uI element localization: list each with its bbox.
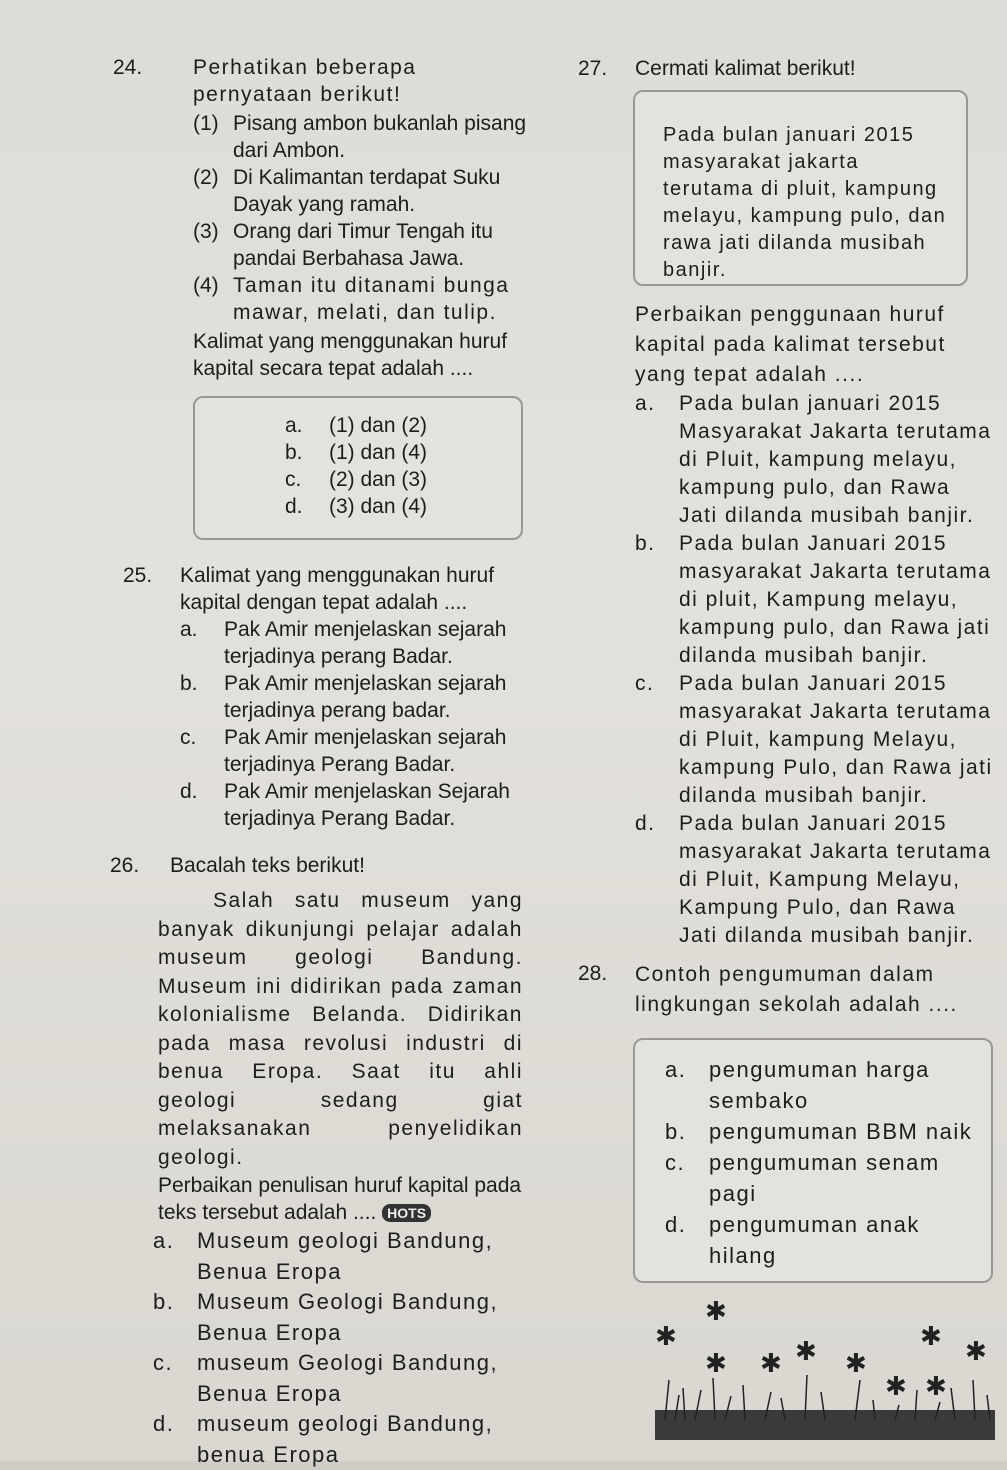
left-column xyxy=(110,54,538,1470)
question-number: 28. xyxy=(578,962,608,985)
statement-item: (4) Taman itu ditanami bunga mawar, melati, dan tulip. xyxy=(193,274,510,324)
question-27 xyxy=(578,55,998,950)
question-prompt: Perbaikan penggunaan huruf kapital pada kalimat tersebut yang tepat adalah .... xyxy=(635,303,946,386)
svg-text:✱: ✱ xyxy=(965,1337,987,1367)
option-b[interactable]: b. pengumuman BBM naik xyxy=(665,1119,973,1144)
option-b[interactable]: b. (1) dan (4) xyxy=(285,441,428,464)
option-d[interactable]: d. (3) dan (4) xyxy=(285,495,428,518)
reading-passage: Salah satu museum yang banyak dikunjungi pelajar adalah museum geologi Bandung. Museum ini didirikan pada zaman kolonialisme Belanda. Didirikan pada masa revolusi industri di benua Eropa. Saat itu ahli geologi sedang giat melaksanakan penyelidikan geologi. xyxy=(158,889,523,1169)
svg-text:✱: ✱ xyxy=(760,1349,782,1379)
svg-text:✱: ✱ xyxy=(925,1372,947,1402)
question-number: 25. xyxy=(123,564,153,587)
option-d[interactable]: d. Pada bulan Januari 2015 masyarakat Jakarta terutama di Pluit, Kampung Melayu, Kampung Pulo, dan Rawa Jati dilanda musibah banjir. xyxy=(635,812,992,947)
question-26 xyxy=(110,852,538,1470)
options-list xyxy=(635,390,998,950)
svg-text:✱: ✱ xyxy=(795,1337,817,1367)
option-a[interactable]: a. (1) dan (2) xyxy=(285,414,428,437)
question-text: Perhatikan beberapa pernyataan berikut! xyxy=(193,56,417,106)
answer-options-box xyxy=(633,1038,993,1283)
answer-options-box xyxy=(193,396,523,540)
option-a[interactable]: a. pengumuman harga sembako xyxy=(665,1057,930,1113)
flower-decoration-icon xyxy=(655,1300,995,1440)
question-text: Kalimat yang menggunakan huruf kapital dengan tepat adalah .... xyxy=(180,564,495,614)
option-b[interactable]: b. Museum Geologi Bandung, Benua Eropa xyxy=(153,1289,499,1345)
question-24 xyxy=(113,54,538,540)
sentence-box: Pada bulan januari 2015 masyarakat jakarta terutama di pluit, kampung melayu, kampung pulo, dan rawa jati dilanda musibah banjir. xyxy=(633,90,968,286)
option-c[interactable]: c. Pada bulan Januari 2015 masyarakat Jakarta terutama di Pluit, kampung Melayu, kampung Pulo, dan Rawa jati dilanda musibah banjir. xyxy=(635,672,993,807)
statement-item: (2) Di Kalimantan terdapat Suku Dayak yang ramah. xyxy=(193,166,501,216)
right-column xyxy=(578,40,998,1283)
option-c[interactable]: c. (2) dan (3) xyxy=(285,468,428,491)
svg-text:✱: ✱ xyxy=(885,1372,907,1402)
question-28 xyxy=(578,960,998,1283)
options-list xyxy=(153,1226,538,1470)
question-text: Bacalah teks berikut! xyxy=(170,854,365,877)
question-prompt: Perbaikan penulisan huruf kapital pada teks tersebut adalah .... xyxy=(158,1174,522,1224)
option-b[interactable]: b. Pada bulan Januari 2015 masyarakat Jakarta terutama di pluit, Kampung melayu, kampung pulo, dan Rawa jati dilanda musibah banjir. xyxy=(635,532,992,667)
hots-badge: HOTS xyxy=(382,1204,431,1222)
question-number: 24. xyxy=(113,56,143,79)
svg-text:✱: ✱ xyxy=(705,1349,727,1379)
option-d[interactable]: d. Pak Amir menjelaskan Sejarah terjadinya Perang Badar. xyxy=(180,780,510,830)
option-c[interactable]: c. museum Geologi Bandung, Benua Eropa xyxy=(153,1350,499,1406)
svg-text:✱: ✱ xyxy=(655,1322,677,1352)
option-a[interactable]: a. Museum geologi Bandung, Benua Eropa xyxy=(153,1228,494,1284)
question-number: 27. xyxy=(578,57,608,80)
option-a[interactable]: a. Pak Amir menjelaskan sejarah terjadinya perang Badar. xyxy=(180,618,507,668)
question-text: Contoh pengumuman dalam lingkungan sekolah adalah .... xyxy=(635,963,958,1016)
option-b[interactable]: b. Pak Amir menjelaskan sejarah terjadinya perang badar. xyxy=(180,672,507,722)
question-text: Cermati kalimat berikut! xyxy=(635,57,856,80)
svg-text:✱: ✱ xyxy=(705,1300,727,1327)
statement-item: (3) Orang dari Timur Tengah itu pandai Berbahasa Jawa. xyxy=(193,220,493,270)
question-25 xyxy=(118,562,538,832)
svg-text:✱: ✱ xyxy=(920,1322,942,1352)
statement-item: (1) Pisang ambon bukanlah pisang dari Ambon. xyxy=(193,112,527,162)
question-prompt: Kalimat yang menggunakan huruf kapital secara tepat adalah .... xyxy=(193,330,508,380)
statement-list xyxy=(193,110,538,326)
option-c[interactable]: c. Pak Amir menjelaskan sejarah terjadinya Perang Badar. xyxy=(180,726,507,776)
svg-text:✱: ✱ xyxy=(845,1349,867,1379)
options-list xyxy=(180,616,538,832)
option-d[interactable]: d. pengumuman anak hilang xyxy=(665,1212,920,1268)
option-c[interactable]: c. pengumuman senam pagi xyxy=(665,1150,940,1206)
option-a[interactable]: a. Pada bulan januari 2015 Masyarakat Jakarta terutama di Pluit, kampung melayu, kampung pulo, dan Rawa Jati dilanda musibah banjir. xyxy=(635,392,992,527)
option-d[interactable]: d. museum geologi Bandung, benua Eropa xyxy=(153,1411,494,1467)
question-number: 26. xyxy=(110,854,140,877)
